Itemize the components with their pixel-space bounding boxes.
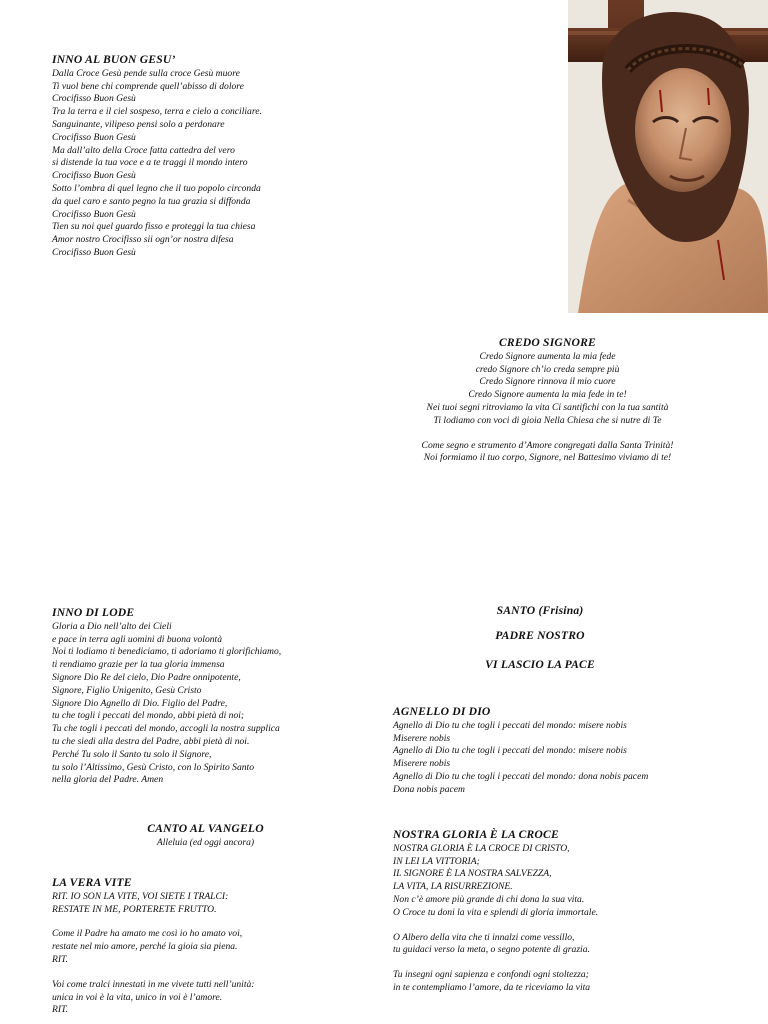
hymn-line: Miserere nobis: [393, 732, 451, 744]
hymn-credo-signore: [390, 337, 705, 465]
hymn-santo: [470, 605, 610, 618]
hymn-line: RIT.: [52, 953, 69, 965]
hymn-line: O Croce tu doni la vita e splendi di gloria immortale.: [393, 906, 599, 918]
hymn-line: tu solo l’Altissimo, Gesù Cristo, con lo Spirito Santo: [52, 761, 255, 773]
hymn-lines: [393, 720, 648, 797]
hymn-line: Miserere nobis: [393, 758, 451, 770]
stanza-gap: [393, 957, 598, 969]
hymn-line: Agnello di Dio tu che togli i peccati del mondo: dona nobis pacem: [393, 770, 649, 782]
hymn-title: INNO DI LODE: [52, 606, 135, 619]
hymn-line: Agnello di Dio tu che togli i peccati del mondo: misere nobis: [393, 719, 627, 731]
hymn-line: Crocifisso Buon Gesù: [52, 208, 136, 220]
hymn-line: nella gloria del Padre. Amen: [52, 774, 164, 786]
hymn-line: Ti vuol bene chi comprende quell’abisso di dolore: [52, 80, 244, 92]
hymn-line: in te contempliamo l’amore, da te riceviamo la vita: [393, 981, 591, 993]
hymn-line: Tu insegni ogni sapienza e confondi ogni stoltezza;: [393, 969, 589, 981]
hymn-title: CANTO AL VANGELO: [147, 822, 264, 835]
hymn-line: Sanguinante, vilipeso pensi solo a perdonare: [52, 118, 225, 130]
hymn-line: Noi ti lodiamo ti benediciamo, ti adoriamo ti glorifichiamo,: [52, 646, 282, 658]
hymn-lines: [52, 891, 255, 1017]
hymn-padre-nostro: [470, 630, 610, 643]
hymn-title: CREDO SIGNORE: [499, 336, 596, 349]
hymn-line: Tu che togli i peccati del mondo, accogli la nostra supplica: [52, 723, 280, 735]
hymn-line: Gloria a Dio nell’alto dei Cieli: [52, 620, 172, 632]
hymn-line: NOSTRA GLORIA È LA CROCE DI CRISTO,: [393, 842, 570, 854]
hymn-line: IN LEI LA VITTORIA;: [393, 855, 480, 867]
stanza-gap: [52, 916, 255, 928]
hymn-agnello-di-dio: [393, 706, 648, 797]
hymn-line: restate nel mio amore, perché la gioia sia piena.: [52, 941, 238, 953]
hymn-line: Tien su noi quel guardo fisso e proteggi la tua chiesa: [52, 221, 256, 233]
hymn-canto-al-vangelo: [128, 823, 283, 850]
stanza-gap: [390, 428, 705, 440]
hymn-line: Come segno e strumento d’Amore congregati dalla Santa Trinità!: [421, 439, 674, 451]
hymn-title: INNO AL BUON GESU’: [52, 53, 176, 66]
hymn-lines: [390, 351, 705, 465]
hymn-inno-di-lode: [52, 607, 281, 787]
hymn-line: Credo Signore aumenta la mia fede in te!: [468, 389, 627, 401]
hymn-line: tu che siedi alla destra del Padre, abbi pietà di noi.: [52, 735, 250, 747]
hymn-nostra-gloria: [393, 829, 598, 995]
hymn-line: Signore Dio Agnello di Dio. Figlio del Padre,: [52, 697, 228, 709]
hymn-inno-buon-gesu: [52, 54, 262, 260]
hymn-line: unica in voi è la vita, unico in voi è l’amore.: [52, 991, 223, 1003]
hymn-line: Amor nostro Crocifisso sii ogn’or nostra difesa: [52, 234, 234, 246]
hymn-line: Crocifisso Buon Gesù: [52, 93, 136, 105]
hymn-line: Voi come tralci innestati in me vivete tutti nell’unità:: [52, 978, 255, 990]
hymn-line: Tra la terra e il ciel sospeso, terra e cielo a conciliare.: [52, 106, 262, 118]
hymn-line: Come il Padre ha amato me così io ho amato voi,: [52, 928, 243, 940]
hymn-line: Credo Signore rinnova il mio cuore: [479, 376, 616, 388]
hymn-lines: [52, 68, 262, 260]
hymn-line: RIT. IO SON LA VITE, VOI SIETE I TRALCI:: [52, 890, 229, 902]
hymn-line: e pace in terra agli uomini di buona volontà: [52, 633, 223, 645]
hymn-line: O Albero della vita che ti innalzi come vessillo,: [393, 931, 575, 943]
hymn-line: Crocifisso Buon Gesù: [52, 131, 136, 143]
hymn-line: Dalla Croce Gesù pende sulla croce Gesù muore: [52, 67, 240, 79]
hymn-line: tu che togli i peccati del mondo, abbi pietà di noi;: [52, 710, 245, 722]
hymn-title: NOSTRA GLORIA È LA CROCE: [393, 828, 559, 841]
hymn-title: LA VERA VITE: [52, 876, 132, 889]
hymn-line: IL SIGNORE È LA NOSTRA SALVEZZA,: [393, 868, 552, 880]
hymn-line: RIT.: [52, 1004, 69, 1016]
hymn-line: tu guidaci verso la meta, o segno potente di grazia.: [393, 944, 590, 956]
hymn-line: Nei tuoi segni ritroviamo la vita Ci santifichi con la tua santità: [426, 401, 669, 413]
hymn-lines: [52, 621, 281, 787]
hymn-line: ti rendiamo grazie per la tua gloria immensa: [52, 659, 225, 671]
hymn-line: Agnello di Dio tu che togli i peccati del mondo: misere nobis: [393, 745, 627, 757]
hymn-line: Sotto l’ombra di quel legno che il tuo popolo circonda: [52, 182, 261, 194]
stanza-gap: [393, 920, 598, 932]
stanza-gap: [52, 967, 255, 979]
hymn-line: LA VITA, LA RISURREZIONE.: [393, 881, 513, 893]
hymn-line: Dona nobis pacem: [393, 783, 465, 795]
hymn-line: da quel caro e santo pegno la tua grazia si diffonda: [52, 195, 251, 207]
hymn-title: AGNELLO DI DIO: [393, 705, 491, 718]
hymn-title: PADRE NOSTRO: [495, 629, 585, 642]
hymn-line: Ti lodiamo con voci di gioia Nella Chiesa che si nutre di Te: [433, 414, 662, 426]
hymn-line: Signore Dio Re del cielo, Dio Padre onnipotente,: [52, 671, 241, 683]
hymn-line: RESTATE IN ME, PORTERETE FRUTTO.: [52, 903, 217, 915]
hymn-line: Ma dall’alto della Croce fatta cattedra del vero: [52, 144, 235, 156]
hymn-title: SANTO (Frisina): [496, 604, 584, 617]
hymn-vi-lascio-la-pace: [470, 659, 610, 672]
hymn-line: Crocifisso Buon Gesù: [52, 246, 136, 258]
hymn-line: Perché Tu solo il Santo tu solo il Signore,: [52, 748, 212, 760]
hymn-title: VI LASCIO LA PACE: [485, 658, 595, 671]
hymn-line: Non c’è amore più grande di chi dona la sua vita.: [393, 893, 585, 905]
hymn-line: Credo Signore aumenta la mia fede: [479, 350, 616, 362]
hymn-subtitle: Alleluia (ed oggi ancora): [156, 836, 255, 848]
hymn-line: credo Signore ch’io creda sempre più: [475, 363, 620, 375]
hymn-line: si distende la tua voce e a te traggi il mondo intero: [52, 157, 248, 169]
crucifix-photo: [568, 0, 768, 313]
crucifix-image: [568, 0, 768, 313]
hymn-line: Noi formiamo il tuo corpo, Signore, nel Battesimo viviamo di te!: [423, 452, 672, 464]
hymn-la-vera-vite: [52, 877, 255, 1017]
hymn-line: Signore, Figlio Unigenito, Gesù Cristo: [52, 684, 202, 696]
hymn-lines: [393, 843, 598, 995]
hymn-line: Crocifisso Buon Gesù: [52, 170, 136, 182]
